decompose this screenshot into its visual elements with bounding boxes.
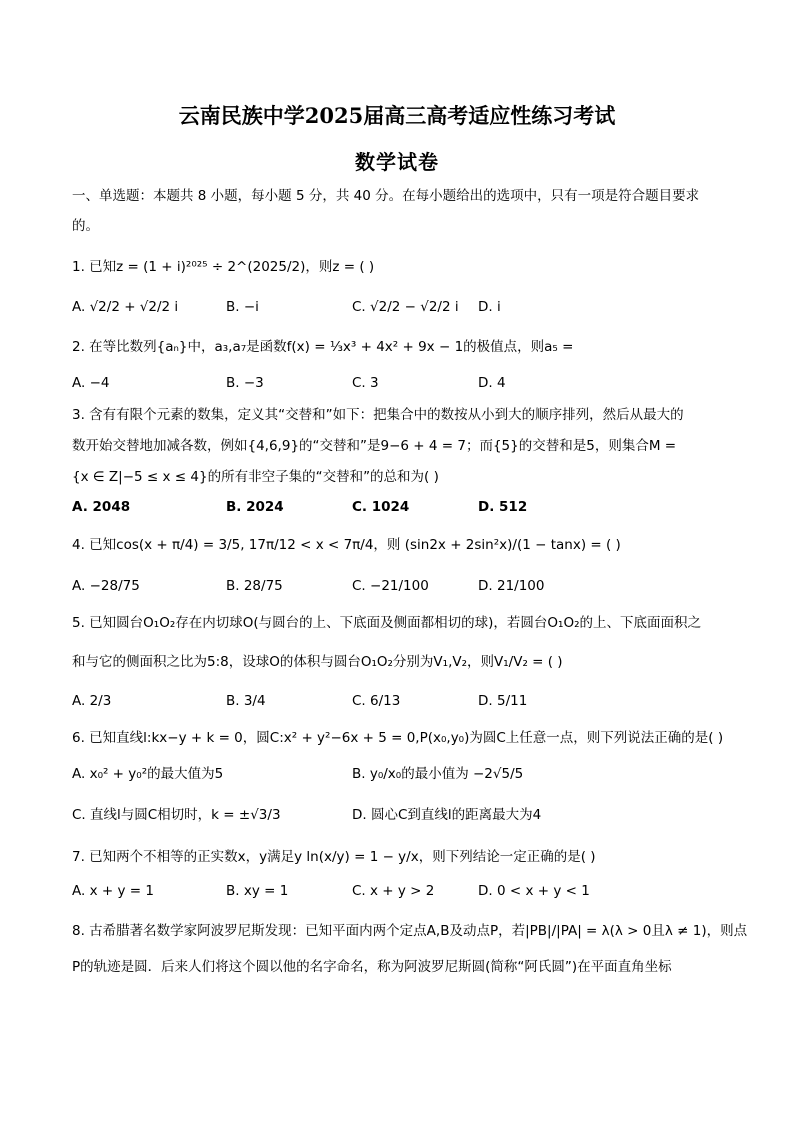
q3-option-c: C. 1024 — [352, 499, 410, 515]
q5-line2: 和与它的侧面积之比为5:8，设球O的体积与圆台O₁O₂分别为V₁,V₂，则V₁/V₂ = ( ) — [72, 654, 563, 670]
section-intro-line2: 的。 — [72, 218, 99, 234]
q7-option-d: D. 0 < x + y < 1 — [478, 883, 590, 899]
q5-option-a: A. 2/3 — [72, 693, 112, 709]
q8-line2: P的轨迹是圆．后来人们将这个圆以他的名字命名，称为阿波罗尼斯圆(简称“阿氏圆”)在平面直角坐标 — [72, 959, 672, 975]
q4-option-d: D. 21/100 — [478, 578, 545, 594]
exam-subtitle: 数学试卷 — [355, 150, 439, 174]
q6-option-c: C. 直线l与圆C相切时，k = ±√3/3 — [72, 807, 281, 823]
q5-line1: 5. 已知圆台O₁O₂存在内切球O(与圆台的上、下底面及侧面都相切的球)，若圆台O₁O₂的上、下底面面积之 — [72, 615, 701, 631]
q7-option-c: C. x + y > 2 — [352, 883, 435, 899]
section-intro-line1: 一、单选题：本题共 8 小题，每小题 5 分，共 40 分。在每小题给出的选项中，只有一项是符合题目要求 — [72, 188, 700, 204]
q3-line1: 3. 含有有限个元素的数集，定义其“交替和”如下：把集合中的数按从小到大的顺序排列，然后从最大的 — [72, 407, 684, 423]
q1-option-d: D. i — [478, 299, 501, 315]
q1-option-c: C. √2/2 − √2/2 i — [352, 299, 459, 315]
exam-title: 云南民族中学2025届高三高考适应性练习考试 — [178, 103, 616, 128]
q7-option-b: B. xy = 1 — [226, 883, 289, 899]
q2-stem: 2. 在等比数列{aₙ}中，a₃,a₇是函数f(x) = ⅓x³ + 4x² + 9x − 1的极值点，则a₅ = — [72, 339, 574, 355]
q6-option-b: B. y₀/x₀的最小值为 −2√5/5 — [352, 766, 524, 782]
q5-option-c: C. 6/13 — [352, 693, 401, 709]
q6-stem: 6. 已知直线l:kx−y + k = 0，圆C:x² + y²−6x + 5 = 0,P(x₀,y₀)为圆C上任意一点，则下列说法正确的是( ) — [72, 730, 724, 746]
q7-stem: 7. 已知两个不相等的正实数x，y满足y ln(x/y) = 1 − y/x，则下列结论一定正确的是( ) — [72, 849, 596, 865]
q3-option-d: D. 512 — [478, 499, 528, 515]
q3-option-b: B. 2024 — [226, 499, 284, 515]
q7-option-a: A. x + y = 1 — [72, 883, 154, 899]
q1-option-b: B. −i — [226, 299, 259, 315]
q1-stem: 1. 已知z = (1 + i)²⁰²⁵ ÷ 2^(2025/2)，则z = ( ) — [72, 259, 375, 275]
q8-line1: 8. 古希腊著名数学家阿波罗尼斯发现：已知平面内两个定点A,B及动点P，若|PB|/|PA| = λ(λ > 0且λ ≠ 1)，则点 — [72, 923, 748, 939]
q1-option-a: A. √2/2 + √2/2 i — [72, 299, 179, 315]
q4-option-a: A. −28/75 — [72, 578, 140, 594]
q3-line2: 数开始交替地加减各数，例如{4,6,9}的“交替和”是9−6 + 4 = 7；而{5}的交替和是5，则集合M = — [72, 438, 677, 454]
q5-option-d: D. 5/11 — [478, 693, 528, 709]
q2-option-d: D. 4 — [478, 375, 506, 391]
q4-option-c: C. −21/100 — [352, 578, 429, 594]
q2-option-a: A. −4 — [72, 375, 110, 391]
q2-option-b: B. −3 — [226, 375, 264, 391]
q2-option-c: C. 3 — [352, 375, 379, 391]
q4-option-b: B. 28/75 — [226, 578, 283, 594]
q4-stem: 4. 已知cos(x + π/4) = 3/5, 17π/12 < x < 7π/4，则 (sin2x + 2sin²x)/(1 − tanx) = ( ) — [72, 537, 621, 553]
q5-option-b: B. 3/4 — [226, 693, 266, 709]
q3-line3: {x ∈ Z|−5 ≤ x ≤ 4}的所有非空子集的“交替和”的总和为( ) — [72, 469, 439, 485]
q6-option-a: A. x₀² + y₀²的最大值为5 — [72, 766, 224, 782]
q6-option-d: D. 圆心C到直线l的距离最大为4 — [352, 807, 542, 823]
q3-option-a: A. 2048 — [72, 499, 131, 515]
